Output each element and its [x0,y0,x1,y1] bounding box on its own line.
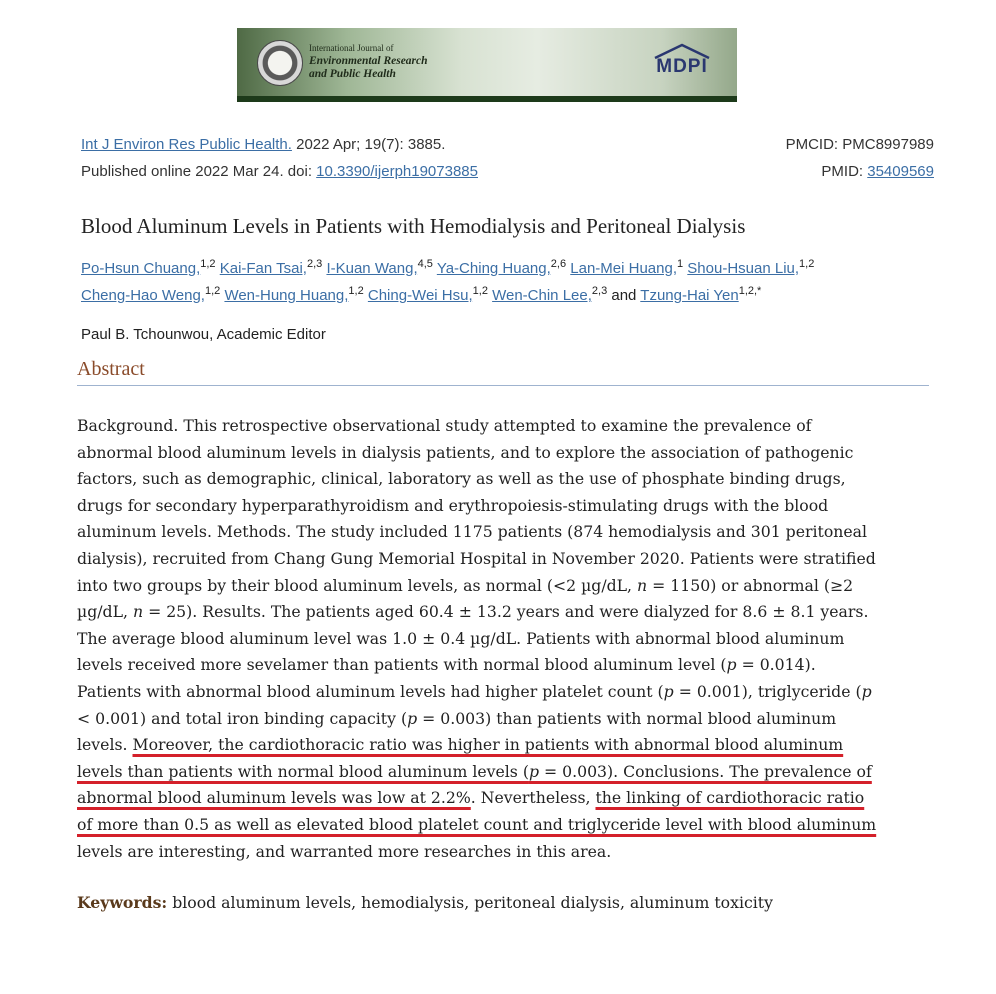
author-link[interactable]: Wen-Hung Huang, [224,287,349,304]
author-link[interactable]: Ya-Ching Huang, [436,260,551,277]
journal-link[interactable]: Int J Environ Res Public Health. [81,136,292,153]
mdpi-logo: MDPI [649,42,715,82]
abstract-heading: Abstract [77,358,929,386]
highlight-underline: the linking of cardiothoracic ratio [595,788,865,808]
issue-info: 2022 Apr; 19(7): 3885. [296,136,446,153]
journal-name: International Journal of Environmental Research and Public Health [309,43,428,80]
doi-link[interactable]: 10.3390/ijerph19073885 [316,163,478,180]
author-link[interactable]: Ching-Wei Hsu, [367,287,473,304]
pmid: PMID: 35409569 [821,163,934,180]
highlight-underline: abnormal blood aluminum levels was low at 2.2% [77,788,471,808]
author-link[interactable]: Cheng-Hao Weng, [81,287,205,304]
article-title: Blood Aluminum Levels in Patients with Hemodialysis and Peritoneal Dialysis [81,214,746,238]
pmcid: PMCID: PMC8997989 [785,136,934,153]
author-link[interactable]: Po-Hsun Chuang, [81,260,201,277]
highlight-underline: of more than 0.5 as well as elevated blood platelet count and triglyceride level with blood aluminum [77,814,877,834]
academic-editor: Paul B. Tchounwou, Academic Editor [81,326,326,343]
published-line: Published online 2022 Mar 24. doi: 10.3390/ijerph19073885 [81,163,478,180]
author-link[interactable]: Kai-Fan Tsai, [219,260,307,277]
author-link[interactable]: I-Kuan Wang, [326,260,418,277]
author-link[interactable]: Wen-Chin Lee, [492,287,592,304]
highlight-underline: Moreover, the cardiothoracic ratio was higher in patients with abnormal blood aluminum [132,735,844,755]
highlight-underline: levels than patients with normal blood aluminum levels (p = 0.003). Conclusions. The prevalence of [77,761,872,781]
citation-line [81,135,445,155]
author-link[interactable]: Shou-Hsuan Liu, [687,260,800,277]
authors-row-1: Po-Hsun Chuang,$^{1,2}$ Kai-Fan Tsai,$^{2,3}$ I-Kuan Wang,$^{4,5}$ Ya-Ching Huang,$^{2,6}$ Lan-Mei Huang,$^1$ Shou-Hsuan Liu,$^{1,2}$ [81,258,815,277]
authors-row-2: Cheng-Hao Weng,$^{1,2}$ Wen-Hung Huang,$^{1,2}$ Ching-Wei Hsu,$^{1,2}$ Wen-Chin Lee,$^{2,3}$ and Tzung-Hai Yen$^{1,2,*}$ [81,285,762,304]
pmid-link[interactable]: 35409569 [867,163,934,180]
keywords [77,893,773,912]
journal-banner [237,28,737,102]
abstract-body: Background. This retrospective observational study attempted to examine the prevalence of abnormal blood aluminum levels in dialysis patients, and to explore the association of pathogenic factors, such as demographic, clinical, laboratory as well as the use of phosphate binding drugs, drugs for secondary hyperparathyroidism and erythropoiesis-stimulating drugs with the blood aluminum levels. Methods. The study included 1175 patients (874 hemodialysis and 301 peritoneal dialysis), recruited from Chang Gung Memorial Hospital in November 2020. Patients were stratified into two groups by their blood aluminum levels, as normal (<2 µg/dL, n = 1150) or abnormal (≥2 µg/dL, n = 25). Results. The patients aged 60.4 ± 13.2 years and were dialyzed for 8.6 ± 8.1 years. The average blood aluminum level was 1.0 ± 0.4 µg/dL. Patients with abnormal blood aluminum levels received more sevelamer than patients with normal blood aluminum level (p = 0.014). Patients with abnormal blood aluminum levels had higher platelet count (p = 0.001), triglyceride (p < 0.001) and total iron binding capacity (p = 0.003) than patients with normal blood aluminum levels. Moreover, the cardiothoracic ratio was higher in patients with abnormal blood aluminum levels than patients with normal blood aluminum levels (p = 0.003). Conclusions. The prevalence of abnormal blood aluminum levels was low at 2.2%. Nevertheless, the linking of cardiothoracic ratio of more than 0.5 as well as elevated blood platelet count and triglyceride level with blood aluminum levels are interesting, and warranted more researches in this area. [77,416,877,861]
author-link[interactable]: Tzung-Hai Yen [640,287,739,304]
keywords-label: Keywords: [77,893,168,912]
author-link[interactable]: Lan-Mei Huang, [570,260,677,277]
keywords-text: blood aluminum levels, hemodialysis, peritoneal dialysis, aluminum toxicity [167,893,773,912]
journal-logo-icon [257,40,303,86]
